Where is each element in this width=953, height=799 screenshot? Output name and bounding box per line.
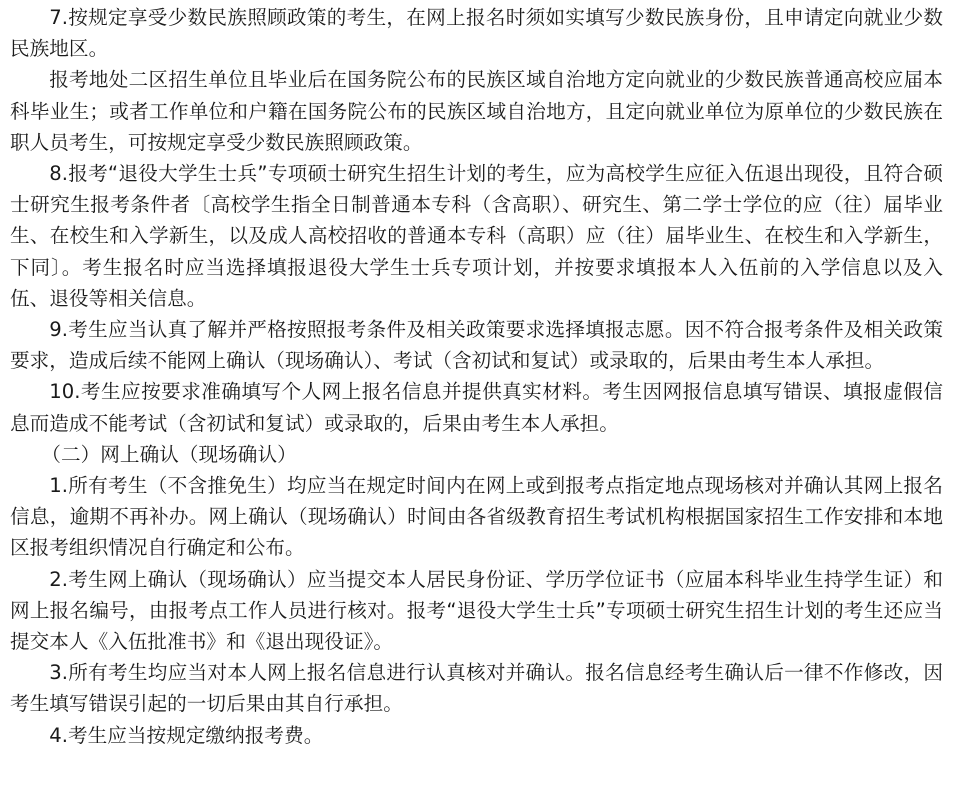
paragraph-confirm-1: 1.所有考生（不含推免生）均应当在规定时间内在网上或到报考点指定地点现场核对并确认其网上报名信息，逾期不再补办。网上确认（现场确认）时间由各省级教育招生考试机构根据国家招生工作安排和本地区报考组织情况自行确定和公布。: [10, 474, 943, 560]
section-heading-online-confirmation: （二）网上确认（现场确认）: [41, 442, 297, 466]
paragraph-item-8: 8.报考“退役大学生士兵”专项硕士研究生招生计划的考生，应为高校学生应征入伍退出现役，且符合硕士研究生报考条件者〔高校学生指全日制普通本专科（含高职）、研究生、第二学士学位的应（往）届毕业生、在校生和入学新生，以及成人高校招收的普通本专科（高职）应（往）届毕业生、在校生和入学新生，下同〕。考生报名时应当选择填报退役大学生士兵专项计划，并按要求填报本人入伍前的入学信息以及入伍、退役等相关信息。: [10, 162, 943, 310]
paragraph-minority-policy: 报考地处二区招生单位且毕业后在国务院公布的民族区域自治地方定向就业的少数民族普通高校应届本科毕业生；或者工作单位和户籍在国务院公布的民族区域自治地方，且定向就业单位为原单位的少数民族在职人员考生，可按规定享受少数民族照顾政策。: [10, 68, 943, 154]
paragraph-confirm-2: 2.考生网上确认（现场确认）应当提交本人居民身份证、学历学位证书（应届本科毕业生持学生证）和网上报名编号，由报考点工作人员进行核对。报考“退役大学生士兵”专项硕士研究生招生计划的考生还应当提交本人《入伍批准书》和《退出现役证》。: [10, 567, 943, 654]
paragraph-item-10: 10.考生应按要求准确填写个人网上报名信息并提供真实材料。考生因网报信息填写错误、填报虚假信息而造成不能考试（含初试和复试）或录取的，后果由考生本人承担。: [10, 380, 943, 435]
paragraph-item-7: 7.按规定享受少数民族照顾政策的考生，在网上报名时须如实填写少数民族身份，且申请定向就业少数民族地区。: [10, 6, 943, 61]
paragraph-item-9: 9.考生应当认真了解并严格按照报考条件及相关政策要求选择填报志愿。因不符合报考条件及相关政策要求，造成后续不能网上确认（现场确认）、考试（含初试和复试）或录取的，后果由考生本人承担。: [10, 318, 943, 373]
paragraph-confirm-4: 4.考生应当按规定缴纳报考费。: [49, 723, 324, 747]
paragraph-confirm-3: 3.所有考生均应当对本人网上报名信息进行认真核对并确认。报名信息经考生确认后一律不作修改，因考生填写错误引起的一切后果由其自行承担。: [10, 661, 943, 716]
